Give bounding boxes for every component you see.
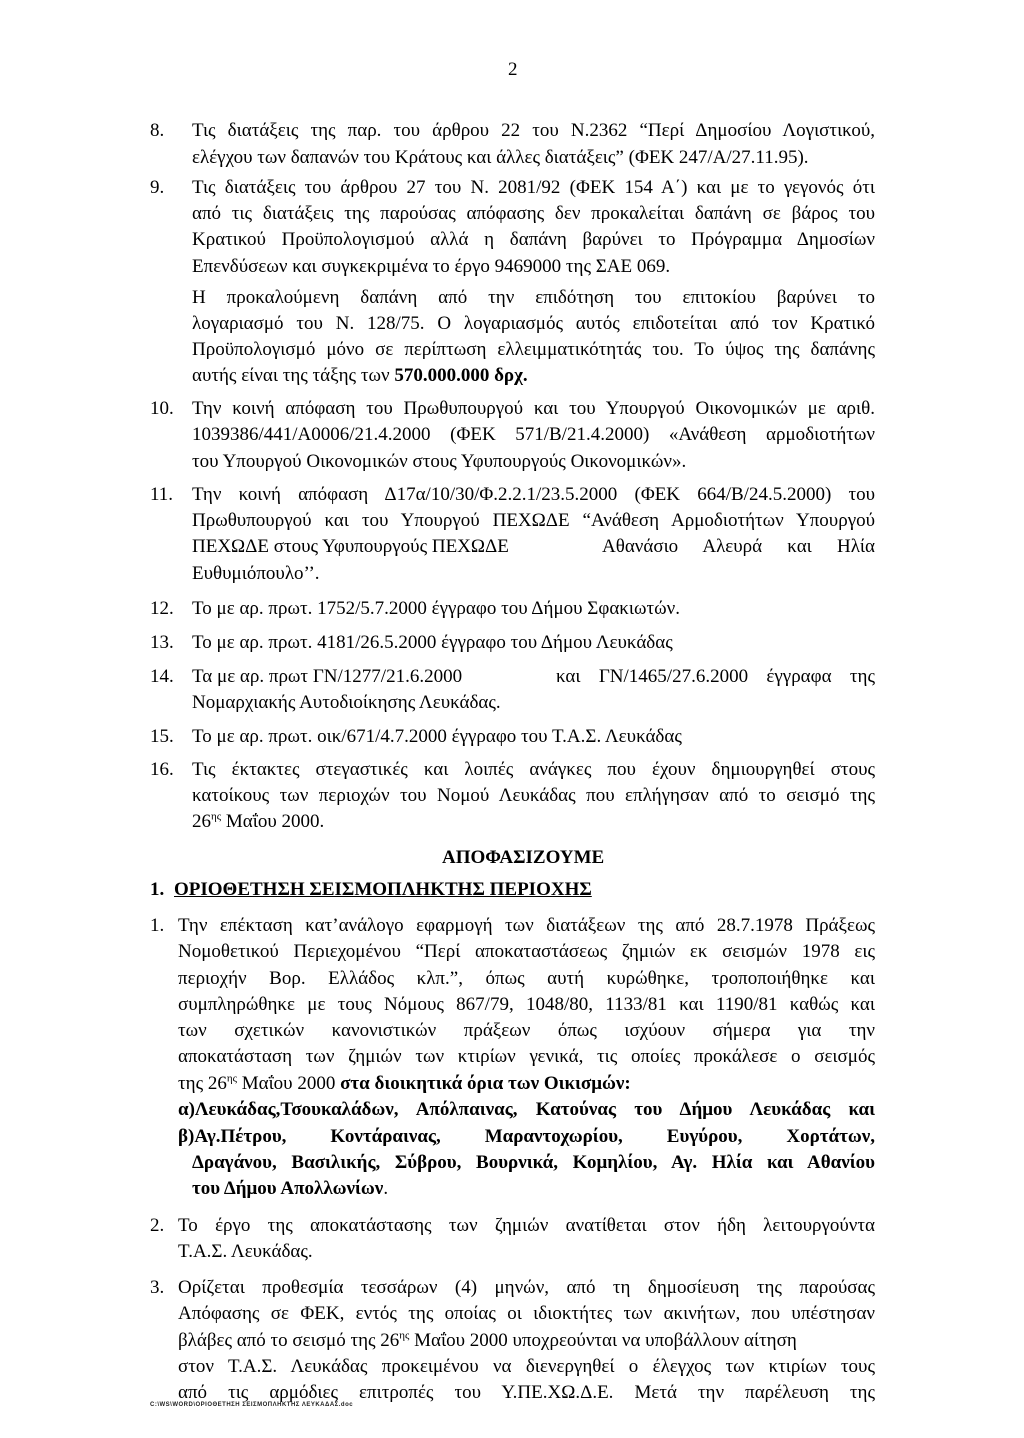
item-8-line-2: ελέγχου των δαπανών του Κράτους και άλλες διατάξεις” (ΦΕΚ 247/Α/27.11.95).	[192, 147, 809, 168]
period: .	[383, 1178, 389, 1199]
page-number: 2	[508, 59, 518, 80]
point-1-line-9: β)Αγ.Πέτρου, Κοντάραινας, Μαραντοχωρίου, Ευγύρου, Χορτάτων,	[178, 1126, 875, 1147]
point-number: 3.	[150, 1277, 165, 1298]
point-number: 1.	[150, 915, 165, 936]
point-3-line-5: από τις αρμόδιες επιτροπές του Υ.ΠΕ.ΧΩ.Δ.Ε. Μετά την παρέλευση της	[178, 1382, 875, 1403]
bold-phrase: στα διοικητικά όρια των Οικισμών:	[340, 1073, 631, 1094]
item-9-line-4: Επενδύσεων και συγκεκριμένα το έργο 9469000 της ΣΑΕ 069.	[192, 256, 671, 277]
item-16-line-3	[192, 809, 324, 834]
point-2-line-1: Το έργο της αποκατάστασης των ζημιών ανατίθεται στον ήδη λειτουργούντα	[178, 1215, 875, 1236]
item-9-para-2-line-4	[192, 363, 528, 388]
item-15-line-1: Το με αρ. πρωτ. οικ/671/4.7.2000 έγγραφο του Τ.Α.Σ. Λευκάδας	[192, 726, 682, 747]
item-9-line-3: Κρατικού Προϋπολογισμού αλλά η δαπάνη βαρύνει το Πρόγραμμα Δημοσίων	[192, 229, 875, 250]
item-number: 12.	[150, 598, 174, 619]
item-9-para-2-line-2: λογαριασμό του Ν. 128/75. Ο λογαριασμός αυτός επιδοτείται από τον Κρατικό	[192, 313, 875, 334]
point-3-line-2: Απόφασης σε ΦΕΚ, εντός της οποίας οι ιδιοκτήτες των ακινήτων, που υπέστησαν	[178, 1303, 875, 1324]
item-8-line-1: Τις διατάξεις της παρ. του άρθρου 22 του Ν.2362 “Περί Δημοσίου Λογιστικού,	[192, 120, 875, 141]
item-9-line-2: από τις διατάξεις της παρούσας απόφασης δεν προκαλείται δαπάνη σε βάρος του	[192, 203, 875, 224]
section-number: 1.	[150, 879, 165, 900]
item-14-line-2: Νομαρχιακής Αυτοδιοίκησης Λευκάδας.	[192, 692, 501, 713]
item-10-line-1: Την κοινή απόφαση του Πρωθυπουργού και του Υπουργού Οικονομικών με αριθ.	[192, 398, 875, 419]
section-title: ΟΡΙΟΘΕΤΗΣΗ ΣΕΙΣΜΟΠΛΗΚΤΗΣ ΠΕΡΙΟΧΗΣ	[174, 879, 592, 900]
item-16-line-1: Τις έκτακτες στεγαστικές και λοιπές ανάγκες που έχουν δημιουργηθεί στους	[192, 759, 875, 780]
item-11-line-2: Πρωθυπουργού και του Υπουργού ΠΕΧΩΔΕ “Ανάθεση Αρμοδιοτήτων Υπουργού	[192, 510, 875, 531]
date-rest: Μαΐου 2000.	[221, 811, 325, 832]
ordinal-suffix: ης	[226, 1072, 237, 1085]
item-10-line-2: 1039386/441/Α0006/21.4.2000 (ΦΕΚ 571/Β/21.4.2000) «Ανάθεση αρμοδιοτήτων	[192, 424, 875, 445]
point-3-line-3	[178, 1328, 797, 1353]
item-9-line-1: Τις διατάξεις του άρθρου 27 του Ν. 2081/92 (ΦΕΚ 154 Α΄) και με το γεγονός ότι	[192, 177, 875, 198]
point-number: 2.	[150, 1215, 165, 1236]
item-number: 14.	[150, 666, 174, 687]
item-number: 11.	[150, 484, 174, 505]
item-11-line-1: Την κοινή απόφαση Δ17α/10/30/Φ.2.2.1/23.5.2000 (ΦΕΚ 664/Β/24.5.2000) του	[192, 484, 875, 505]
point-1-line-7	[178, 1071, 631, 1096]
point-1-line-11	[192, 1176, 388, 1201]
item-9-para-2-line-3: Προϋπολογισμό μόνο σε περίπτωση ελλειμματικότητάς του. Το ύψος της δαπάνης	[192, 339, 875, 360]
bold-phrase: του Δήμου Απολλωνίων	[192, 1178, 384, 1199]
decision-heading: ΑΠΟΦΑΣΙΖΟΥΜΕ	[442, 847, 605, 868]
item-12-line-1: Το με αρ. πρωτ. 1752/5.7.2000 έγγραφο του Δήμου Σφακιωτών.	[192, 598, 680, 619]
line-text: βλάβες από το σεισμό της 26	[178, 1330, 400, 1351]
item-number: 16.	[150, 759, 174, 780]
ordinal-suffix: ης	[211, 810, 222, 823]
item-number: 15.	[150, 726, 174, 747]
item-number: 10.	[150, 398, 174, 419]
item-11-line-4: Ευθυμιόπουλο’’.	[192, 563, 320, 584]
point-1-line-2: Νομοθετικού Περιεχομένου “Περί αποκαταστάσεως ζημιών εκ σεισμών 1978 εις	[178, 941, 875, 962]
point-3-line-1: Ορίζεται προθεσμία τεσσάρων (4) μηνών, από τη δημοσίευση της παρούσας	[178, 1277, 875, 1298]
item-number: 13.	[150, 632, 174, 653]
point-1-line-5: των σχετικών κανονιστικών πράξεων όπως ισχύουν σήμερα για την	[178, 1020, 875, 1041]
point-1-line-3: περιοχήν Βορ. Ελλάδος κλπ.”, όπως αυτή κυρώθηκε, τροποποιήθηκε και	[178, 968, 875, 989]
item-10-line-3: του Υπουργού Οικονομικών στους Υφυπουργούς Οικονομικών».	[192, 451, 687, 472]
point-1-line-10: Δραγάνου, Βασιλικής, Σύβρου, Βουρνικά, Κομηλίου, Αγ. Ηλία και Αθανίου	[192, 1152, 875, 1173]
point-2-line-2: Τ.Α.Σ. Λευκάδας.	[178, 1241, 313, 1262]
date-rest: Μαΐου 2000	[236, 1073, 341, 1094]
item-11-line-3b: Αθανάσιο Αλευρά και Ηλία	[602, 536, 875, 557]
item-number: 9.	[150, 177, 165, 198]
date-text: της 26	[178, 1073, 227, 1094]
cost-text: αυτής είναι της τάξης των	[192, 365, 395, 386]
point-3-line-4: στον Τ.Α.Σ. Λευκάδας προκειμένου να διενεργηθεί ο έλεγχος των κτιρίων τους	[178, 1356, 875, 1377]
ordinal-suffix: ης	[399, 1329, 410, 1342]
item-14-line-1b: και ΓΝ/1465/27.6.2000 έγγραφα της	[556, 666, 875, 687]
item-number: 8.	[150, 120, 165, 141]
item-11-line-3a: ΠΕΧΩΔΕ στους Υφυπουργούς ΠΕΧΩΔΕ	[192, 536, 509, 557]
point-1-line-4: συμπληρώθηκε με τους Νόμους 867/79, 1048/80, 1133/81 και 1190/81 καθώς και	[178, 994, 875, 1015]
date-day: 26	[192, 811, 211, 832]
point-1-line-1: Την επέκταση κατ’ανάλογο εφαρμογή των διατάξεων της από 28.7.1978 Πράξεως	[178, 915, 875, 936]
item-16-line-2: κατοίκους των περιοχών του Νομού Λευκάδας που επλήγησαν από το σεισμό της	[192, 785, 875, 806]
cost-amount: 570.000.000 δρχ.	[394, 365, 528, 386]
line-text-rest: Μαΐου 2000 υποχρεούνται να υποβάλλουν αίτηση	[409, 1330, 797, 1351]
footer-file-path: C:\WS\WORD\ΟΡΙΟΘΕΤΗΣΗ ΣΕΙΣΜΟΠΛΗΚΤΗΣ ΛΕΥΚΑΔΑΣ.doc	[150, 1402, 354, 1408]
item-9-para-2-line-1: Η προκαλούμενη δαπάνη από την επιδότηση του επιτοκίου βαρύνει το	[192, 287, 875, 308]
item-14-line-1a: Τα με αρ. πρωτ ΓΝ/1277/21.6.2000	[192, 666, 463, 687]
item-13-line-1: Το με αρ. πρωτ. 4181/26.5.2000 έγγραφο του Δήμου Λευκάδας	[192, 632, 673, 653]
point-1-line-8: α)Λευκάδας,Τσουκαλάδων, Απόλπαινας, Κατούνας του Δήμου Λευκάδας και	[178, 1099, 875, 1120]
point-1-line-6: αποκατάσταση των ζημιών των κτιρίων γενικά, τις οποίες προκάλεσε ο σεισμός	[178, 1046, 875, 1067]
